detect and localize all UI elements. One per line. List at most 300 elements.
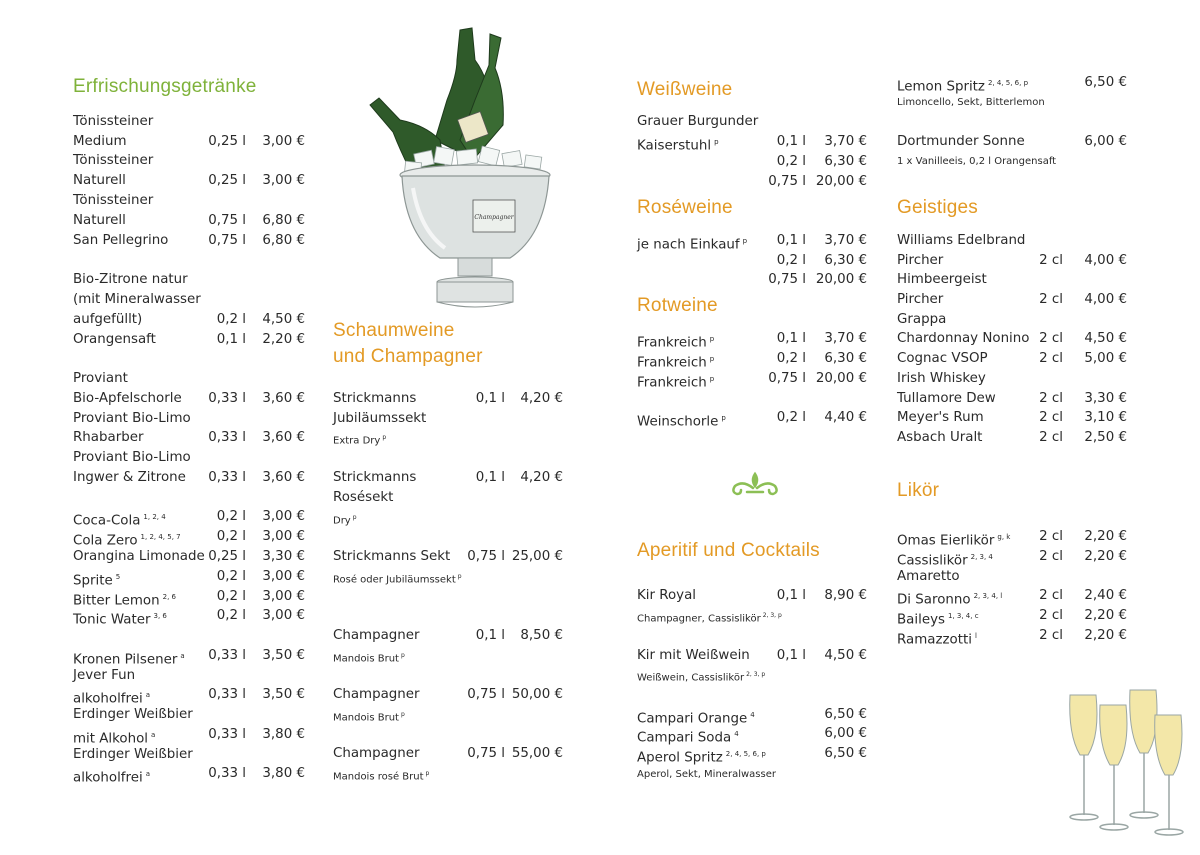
item-name <box>73 173 126 189</box>
menu-row <box>897 608 1127 628</box>
item-name <box>897 331 1029 347</box>
item-name-text: Aperol Spritz <box>637 750 723 766</box>
item-name <box>637 233 747 253</box>
item-name-text: Campari Soda <box>637 730 732 746</box>
menu-row <box>637 648 867 664</box>
item-name-text: Williams Edelbrand <box>897 233 1026 248</box>
bucket-label: Champagner <box>474 214 514 221</box>
menu-row <box>73 332 305 348</box>
item-footnote: 2, 4, 5, 6, p <box>987 79 1029 87</box>
item-name <box>897 371 986 387</box>
menu-row <box>897 549 1127 569</box>
item-price: 2,20 € <box>1084 628 1127 643</box>
item-volume: 0,1 l <box>776 331 806 346</box>
item-volume: 2 cl <box>1039 410 1063 425</box>
item-name-text: Strickmanns Sekt <box>333 549 451 564</box>
item-name-text: alkoholfrei <box>73 770 143 786</box>
item-price: 6,00 € <box>1084 134 1127 149</box>
item-name-text: San Pellegrino <box>73 233 169 248</box>
item-description-text: Aperol, Sekt, Mineralwasser <box>637 769 776 780</box>
item-name <box>73 509 166 529</box>
heading-likoer: Likör <box>897 480 940 501</box>
item-name-text: Di Saronno <box>897 592 971 608</box>
item-volume: 2 cl <box>1039 549 1063 564</box>
menu-row <box>73 549 305 565</box>
item-description <box>333 512 357 527</box>
item-name-text: alkoholfrei <box>73 691 143 707</box>
item-footnote: p <box>714 138 719 146</box>
ornament-icon <box>725 470 785 500</box>
item-volume: 0,2 l <box>776 351 806 366</box>
item-name-text: Strickmanns <box>333 391 417 406</box>
champagne-bucket-illustration <box>365 20 565 320</box>
item-volume: 0,2 l <box>776 253 806 268</box>
item-name-text: Weinschorle <box>637 414 719 430</box>
item-name <box>637 648 750 664</box>
item-footnote: p <box>709 375 715 383</box>
menu-row <box>73 529 305 549</box>
item-name <box>73 470 186 486</box>
item-volume: 0,33 l <box>208 648 246 663</box>
item-name <box>333 687 420 703</box>
item-name <box>897 253 943 269</box>
item-name <box>897 549 993 569</box>
item-name <box>897 529 1010 549</box>
item-name-text: Tonic Water <box>73 612 151 628</box>
item-name-text: Baileys <box>897 612 945 628</box>
item-volume: 0,33 l <box>208 391 246 406</box>
item-name-text: Medium <box>73 134 127 149</box>
item-price: 6,30 € <box>824 253 867 268</box>
item-price: 8,50 € <box>520 628 563 643</box>
item-name <box>73 589 176 609</box>
menu-row <box>637 233 867 253</box>
item-name-text: Champagner <box>333 687 420 702</box>
menu-row <box>73 589 305 609</box>
menu-row <box>73 608 305 628</box>
item-name-text: Tullamore Dew <box>897 391 996 406</box>
item-price: 4,00 € <box>1084 292 1127 307</box>
item-price: 3,00 € <box>262 173 305 188</box>
menu-row <box>637 707 867 727</box>
item-name-text: Erdinger Weißbier <box>73 747 193 762</box>
item-price: 2,50 € <box>1084 430 1127 445</box>
item-footnote: p <box>457 573 462 580</box>
item-name <box>637 707 755 727</box>
heading-roseweine: Roséweine <box>637 197 733 218</box>
menu-row <box>897 75 1127 95</box>
item-name <box>333 746 420 762</box>
item-name-text: Tönissteiner <box>73 114 154 129</box>
heading-schaumweine: Schaumweine <box>333 320 455 341</box>
item-price: 3,60 € <box>262 391 305 406</box>
menu-row <box>73 134 305 150</box>
item-name-text: Ingwer & Zitrone <box>73 470 186 485</box>
item-price: 3,00 € <box>262 589 305 604</box>
item-name-text: Meyer's Rum <box>897 410 984 425</box>
menu-row <box>73 272 305 288</box>
item-volume: 0,2 l <box>776 410 806 425</box>
item-volume: 0,25 l <box>208 173 246 188</box>
item-description <box>333 571 462 586</box>
menu-row <box>73 569 305 589</box>
item-volume: 0,33 l <box>208 470 246 485</box>
menu-row <box>73 153 305 169</box>
item-price: 20,00 € <box>815 174 867 189</box>
menu-row <box>73 766 305 786</box>
menu-row <box>637 114 867 130</box>
item-price: 6,50 € <box>1084 75 1127 90</box>
item-price: 2,20 € <box>1084 529 1127 544</box>
item-volume: 2 cl <box>1039 430 1063 445</box>
item-footnote: 2, 3, p <box>762 612 782 619</box>
menu-row <box>73 450 305 466</box>
heading-und-champagner: und Champagner <box>333 346 483 367</box>
item-price: 3,50 € <box>262 687 305 702</box>
menu-row <box>73 173 305 189</box>
item-footnote: p <box>709 355 715 363</box>
item-price: 2,20 € <box>1084 549 1127 564</box>
item-price: 3,70 € <box>824 134 867 149</box>
item-name-text: Ramazzotti <box>897 632 972 648</box>
item-name <box>333 490 393 506</box>
item-name-text: (mit Mineralwasser <box>73 292 201 307</box>
heading-geistiges: Geistiges <box>897 197 979 218</box>
menu-row <box>73 371 305 387</box>
menu-row <box>637 726 867 746</box>
item-volume: 2 cl <box>1039 529 1063 544</box>
menu-row <box>897 410 1127 426</box>
item-name <box>73 529 181 549</box>
menu-row <box>333 549 563 565</box>
item-volume: 0,2 l <box>216 509 246 524</box>
menu-row <box>73 193 305 209</box>
item-price: 2,20 € <box>262 332 305 347</box>
item-price: 3,80 € <box>262 727 305 742</box>
item-description <box>333 432 386 447</box>
menu-row <box>73 213 305 229</box>
item-name-text: Naturell <box>73 213 126 228</box>
menu-row <box>333 628 563 644</box>
item-description <box>897 97 1045 109</box>
item-footnote: p <box>400 652 405 659</box>
item-name-text: Frankreich <box>637 335 707 351</box>
item-volume: 0,25 l <box>208 549 246 564</box>
menu-row <box>637 746 867 766</box>
item-name-text: Bio-Apfelschorle <box>73 391 182 406</box>
menu-row <box>897 391 1127 407</box>
item-name-text: Jubiläumssekt <box>333 411 427 426</box>
menu-row <box>897 134 1127 150</box>
menu-row <box>333 687 563 703</box>
item-price: 4,50 € <box>1084 331 1127 346</box>
item-name-text: Amaretto <box>897 569 960 584</box>
item-name-text: Proviant Bio-Limo <box>73 450 191 465</box>
item-volume: 0,75 l <box>208 213 246 228</box>
menu-row <box>73 391 305 407</box>
menu-row <box>897 351 1127 367</box>
heading-aperitif: Aperitif und Cocktails <box>637 540 820 561</box>
item-price: 4,20 € <box>520 391 563 406</box>
item-name-text: Champagner <box>333 746 420 761</box>
menu-row <box>897 233 1127 249</box>
item-footnote: 1, 2, 4, 5, 7 <box>140 533 181 541</box>
item-volume: 0,1 l <box>776 134 806 149</box>
item-name <box>637 351 714 371</box>
champagne-glasses-illustration <box>1060 685 1190 845</box>
item-name <box>73 213 126 229</box>
item-volume: 0,33 l <box>208 687 246 702</box>
item-description <box>333 650 405 665</box>
item-footnote: 4 <box>750 711 755 719</box>
item-description <box>637 669 765 684</box>
item-name-text: Naturell <box>73 173 126 188</box>
item-price: 3,60 € <box>262 430 305 445</box>
item-name <box>73 668 135 684</box>
item-price: 3,00 € <box>262 569 305 584</box>
menu-row <box>637 351 867 371</box>
menu-row <box>897 430 1127 446</box>
item-name-text: Cassislikör <box>897 553 968 569</box>
item-volume: 2 cl <box>1039 292 1063 307</box>
item-name-text: Champagner <box>333 628 420 643</box>
item-volume: 2 cl <box>1039 588 1063 603</box>
item-name-text: Proviant <box>73 371 128 386</box>
item-volume: 0,25 l <box>208 134 246 149</box>
item-volume: 0,2 l <box>216 312 246 327</box>
item-price: 6,50 € <box>824 746 867 761</box>
item-name-text: Dortmunder Sonne <box>897 134 1025 149</box>
item-price: 3,80 € <box>262 766 305 781</box>
item-price: 3,00 € <box>262 529 305 544</box>
item-name <box>897 628 977 648</box>
item-volume: 0,1 l <box>475 470 505 485</box>
menu-row <box>73 509 305 529</box>
item-footnote: 2, 6 <box>162 593 176 601</box>
menu-row <box>897 628 1127 648</box>
item-name-text: Erdinger Weißbier <box>73 707 193 722</box>
item-name <box>333 470 416 486</box>
item-name <box>73 766 150 786</box>
item-volume: 0,75 l <box>768 174 806 189</box>
menu-row <box>637 272 867 288</box>
item-footnote: a <box>151 731 156 739</box>
menu-row <box>73 233 305 249</box>
item-price: 3,00 € <box>262 134 305 149</box>
item-name <box>73 430 143 446</box>
item-description <box>333 709 405 724</box>
menu-row <box>333 470 563 486</box>
item-price: 5,00 € <box>1084 351 1127 366</box>
item-footnote: 2, 3, 4 <box>970 553 993 561</box>
heading-rotweine: Rotweine <box>637 295 718 316</box>
menu-row <box>637 410 867 430</box>
menu-row <box>73 114 305 130</box>
item-name-text: Omas Eierlikör <box>897 533 995 549</box>
menu-row <box>73 648 305 668</box>
menu-row <box>73 292 305 308</box>
item-price: 2,20 € <box>1084 608 1127 623</box>
item-footnote: l <box>974 632 977 640</box>
item-price: 6,50 € <box>824 707 867 722</box>
item-name-text: Jever Fun <box>73 668 136 683</box>
item-name-text: Cola Zero <box>73 533 138 549</box>
item-name-text: Pircher <box>897 253 944 268</box>
item-name-text: Pircher <box>897 292 944 307</box>
item-price: 3,60 € <box>262 470 305 485</box>
item-name-text: Coca-Cola <box>73 513 141 529</box>
item-name-text: Bio-Zitrone natur <box>73 272 188 287</box>
item-name-text: Chardonnay Nonino <box>897 331 1030 346</box>
item-footnote: g, k <box>997 533 1011 541</box>
item-footnote: 1, 2, 4 <box>143 513 166 521</box>
item-price: 3,10 € <box>1084 410 1127 425</box>
item-price: 8,90 € <box>824 588 867 603</box>
item-name <box>73 648 185 668</box>
item-name <box>73 292 201 308</box>
item-volume: 2 cl <box>1039 253 1063 268</box>
item-name <box>897 312 946 328</box>
item-name <box>637 410 726 430</box>
menu-row <box>73 411 305 427</box>
item-name <box>73 193 153 209</box>
item-description-text: Champagner, Cassislikör <box>637 613 761 625</box>
item-price: 6,80 € <box>262 213 305 228</box>
item-name-text: Tönissteiner <box>73 153 154 168</box>
item-name <box>637 726 739 746</box>
item-volume: 2 cl <box>1039 351 1063 366</box>
item-name-text: Kronen Pilsener <box>73 652 178 668</box>
menu-row <box>897 588 1127 608</box>
item-footnote: p <box>742 237 748 245</box>
item-volume: 0,75 l <box>208 233 246 248</box>
menu-row <box>333 746 563 762</box>
menu-row <box>73 470 305 486</box>
menu-row <box>73 687 305 707</box>
menu-row <box>73 727 305 747</box>
menu-row <box>637 371 867 391</box>
item-footnote: p <box>425 770 430 777</box>
menu-row <box>897 371 1127 387</box>
item-description <box>637 610 782 625</box>
item-description <box>333 768 429 783</box>
item-price: 4,50 € <box>262 312 305 327</box>
item-name <box>73 312 142 328</box>
item-name <box>73 114 153 130</box>
item-price: 6,30 € <box>824 154 867 169</box>
item-name <box>637 331 714 351</box>
menu-row <box>333 411 563 427</box>
item-name <box>637 371 714 391</box>
item-volume: 0,1 l <box>776 233 806 248</box>
item-footnote: a <box>180 652 185 660</box>
item-volume: 0,33 l <box>208 766 246 781</box>
menu-row <box>897 569 1127 585</box>
item-price: 3,30 € <box>1084 391 1127 406</box>
item-name <box>73 569 120 589</box>
item-name <box>637 134 719 154</box>
item-name-text: Kaiserstuhl <box>637 138 712 154</box>
menu-row <box>333 391 563 407</box>
item-volume: 0,75 l <box>467 746 505 761</box>
item-name <box>73 371 128 387</box>
item-volume: 0,1 l <box>216 332 246 347</box>
item-volume: 0,75 l <box>768 272 806 287</box>
item-name <box>333 628 420 644</box>
item-description-text: Dry <box>333 515 351 527</box>
item-name-text: Rosésekt <box>333 490 394 505</box>
item-name <box>73 153 153 169</box>
item-name <box>73 332 156 348</box>
item-name <box>637 588 696 604</box>
menu-row <box>897 272 1127 288</box>
item-name <box>73 707 193 723</box>
item-name-text: Sprite <box>73 573 113 589</box>
item-name <box>897 75 1028 95</box>
item-price: 6,00 € <box>824 726 867 741</box>
item-description-text: Limoncello, Sekt, Bitterlemon <box>897 97 1045 108</box>
menu-row <box>637 588 867 604</box>
item-footnote: 4 <box>734 730 739 738</box>
item-name <box>897 351 988 367</box>
item-name-text: je nach Einkauf <box>637 237 740 253</box>
item-price: 3,70 € <box>824 233 867 248</box>
menu-row <box>73 312 305 328</box>
menu-row <box>637 174 867 190</box>
item-volume: 0,33 l <box>208 727 246 742</box>
item-name-text: Rhabarber <box>73 430 144 445</box>
item-name-text: Orangina Limonade <box>73 549 205 564</box>
item-description-text: Weißwein, Cassislikör <box>637 672 745 684</box>
item-name <box>73 549 205 565</box>
item-volume: 0,75 l <box>467 687 505 702</box>
item-volume: 0,75 l <box>467 549 505 564</box>
item-volume: 0,2 l <box>216 569 246 584</box>
item-name <box>897 588 1002 608</box>
item-name <box>73 608 167 628</box>
item-volume: 2 cl <box>1039 608 1063 623</box>
item-volume: 0,2 l <box>216 589 246 604</box>
item-name <box>333 411 426 427</box>
menu-row <box>73 430 305 446</box>
item-name <box>897 233 1025 249</box>
menu-row <box>73 747 305 763</box>
item-volume: 2 cl <box>1039 331 1063 346</box>
item-footnote: p <box>382 434 387 441</box>
item-name-text: Proviant Bio-Limo <box>73 411 191 426</box>
heading-weissweine: Weißweine <box>637 79 733 100</box>
item-volume: 0,2 l <box>216 529 246 544</box>
item-price: 3,30 € <box>262 549 305 564</box>
item-footnote: a <box>145 770 150 778</box>
item-price: 3,00 € <box>262 608 305 623</box>
item-footnote: p <box>721 414 726 422</box>
menu-row <box>333 490 563 506</box>
item-description <box>637 769 776 781</box>
item-name <box>897 134 1025 150</box>
item-volume: 0,33 l <box>208 430 246 445</box>
item-name-text: Grauer Burgunder <box>637 114 759 129</box>
item-price: 3,50 € <box>262 648 305 663</box>
item-price: 6,30 € <box>824 351 867 366</box>
item-name <box>897 569 960 585</box>
item-description-text: Mandois rosé Brut <box>333 771 424 783</box>
item-volume: 0,2 l <box>216 608 246 623</box>
item-footnote: a <box>145 691 150 699</box>
menu-row <box>73 707 305 723</box>
item-volume: 0,1 l <box>776 648 806 663</box>
menu-row <box>637 134 867 154</box>
